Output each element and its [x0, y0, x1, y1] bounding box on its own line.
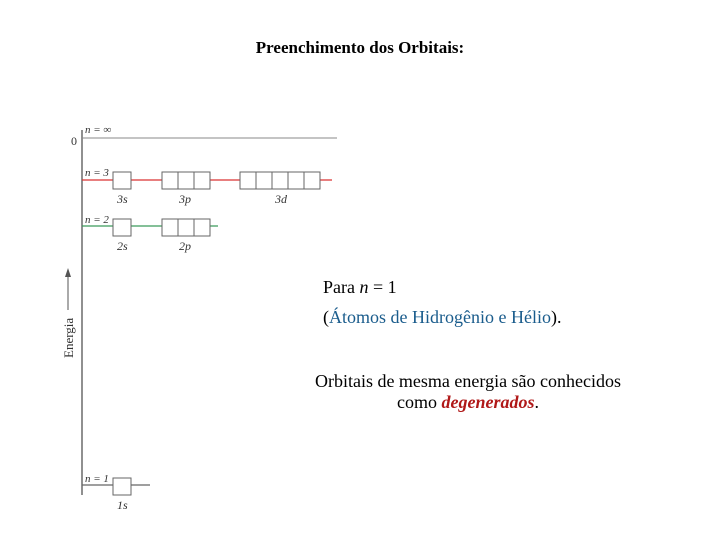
- orbital-box-3p: [194, 172, 210, 189]
- paren-open: (: [323, 307, 329, 327]
- level-label-n3: n = 3: [85, 167, 109, 179]
- orbital-box-3d: [272, 172, 288, 189]
- degenerate-line-2: [276, 392, 660, 413]
- level-label-n2: n = 2: [85, 214, 109, 226]
- page-title: Preenchimento dos Orbitais:: [255, 38, 465, 57]
- sublevel-label-3s: 3s: [117, 192, 128, 206]
- orbital-box-3d: [304, 172, 320, 189]
- orbital-box-2p: [194, 219, 210, 236]
- orbital-box-3d: [288, 172, 304, 189]
- sublevel-label-3p: 3p: [179, 192, 191, 206]
- orbital-box-2p: [178, 219, 194, 236]
- level-label-n1: n = 1: [85, 473, 109, 485]
- degenerate-note: [276, 371, 660, 413]
- orbital-box-2s: [113, 219, 131, 236]
- paren-close: ).: [550, 307, 562, 327]
- degenerate-prefix: como: [397, 392, 442, 412]
- sublevel-label-2p: 2p: [179, 239, 191, 253]
- degenerate-period: .: [534, 392, 539, 412]
- orbital-box-3d: [256, 172, 272, 189]
- orbital-box-3d: [240, 172, 256, 189]
- sublevel-label-3d: 3d: [275, 192, 287, 206]
- para-suffix: = 1: [368, 277, 397, 297]
- para-prefix: Para: [323, 277, 360, 297]
- zero-label: 0: [71, 134, 77, 148]
- degenerate-line-1: Orbitais de mesma energia são conhecidos: [314, 371, 622, 391]
- para-variable: n: [359, 277, 369, 297]
- energy-axis-label: Energia: [61, 317, 76, 358]
- degenerate-word: degenerados: [441, 392, 535, 412]
- orbital-box-2p: [162, 219, 178, 236]
- para-n-equals-1: [323, 277, 397, 298]
- orbital-box-1s: [113, 478, 131, 495]
- atoms-text: Átomos de Hidrogênio e Hélio: [329, 307, 551, 327]
- sublevel-label-2s: 2s: [117, 239, 128, 253]
- orbital-box-3p: [162, 172, 178, 189]
- atoms-note: [323, 307, 561, 328]
- level-label-n-inf: n = ∞: [85, 124, 112, 136]
- orbital-box-3p: [178, 172, 194, 189]
- energy-arrow-head: [65, 268, 71, 277]
- orbital-box-3s: [113, 172, 131, 189]
- sublevel-label-1s: 1s: [117, 498, 128, 512]
